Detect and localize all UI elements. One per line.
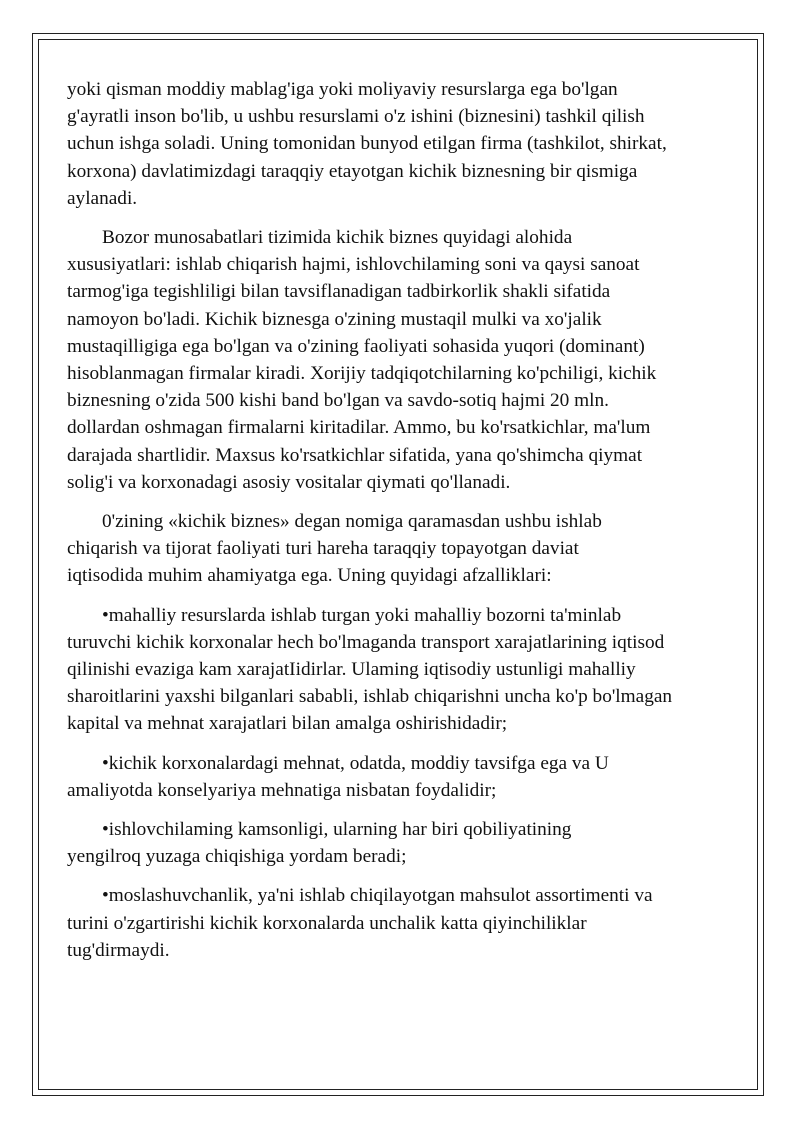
text-line: dollardan oshmagan firmalarni kiritadilar. Ammo, bu ko'rsatkichlar, ma'lum bbox=[67, 417, 651, 439]
text-line: uchun ishga soladi. Uning tomonidan bunyod etilgan firma (tashkilot, shirkat, bbox=[67, 133, 667, 155]
paragraph-2 bbox=[67, 224, 747, 496]
bullet-item-2 bbox=[67, 750, 747, 804]
text-line: iqtisodida muhim ahamiyatga ega. Uning quyidagi afzalliklari: bbox=[67, 565, 552, 587]
text-line: tug'dirmaydi. bbox=[67, 939, 170, 961]
paragraph-1 bbox=[67, 76, 747, 212]
text-line: qilinishi evaziga kam xarajatIidirlar. Ulaming iqtisodiy ustunligi mahalliy bbox=[67, 659, 636, 681]
page-body bbox=[67, 76, 747, 976]
text-line: mustaqilligiga ega bo'lgan va o'zining faoliyati sohasida yuqori (dominant) bbox=[67, 335, 645, 357]
text-line: •ishlovchilaming kamsonligi, ularning har biri qobiliyatining bbox=[102, 819, 572, 841]
bullet-item-1 bbox=[67, 602, 747, 738]
text-line: kapital va mehnat xarajatlari bilan amalga oshirishidadir; bbox=[67, 713, 508, 735]
text-line: g'ayratli inson bo'lib, u ushbu resurslami o'z ishini (biznesini) tashkil qilish bbox=[67, 106, 645, 128]
text-line: turini o'zgartirishi kichik korxonalarda unchalik katta qiyinchiliklar bbox=[67, 912, 587, 934]
bullet-item-3 bbox=[67, 816, 747, 870]
paragraph-3 bbox=[67, 508, 747, 590]
text-line: solig'i va korxonadagi asosiy vositalar qiymati qo'llanadi. bbox=[67, 471, 511, 493]
text-line: xususiyatlari: ishlab chiqarish hajmi, ishlovchilaming soni va qaysi sanoat bbox=[67, 254, 640, 276]
text-line: •kichik korxonalardagi mehnat, odatda, moddiy tavsifga ega va U bbox=[102, 752, 609, 774]
text-line: •moslashuvchanlik, ya'ni ishlab chiqilayotgan mahsulot assortimenti va bbox=[102, 885, 653, 907]
text-line: sharoitlarini yaxshi bilganlari sababli, ishlab chiqarishni uncha ko'p bo'lmagan bbox=[67, 686, 673, 708]
text-line: darajada shartlidir. Maxsus ko'rsatkichlar sifatida, yana qo'shimcha qiymat bbox=[67, 444, 643, 466]
text-line: biznesning o'zida 500 kishi band bo'lgan va savdo-sotiq hajmi 20 mln. bbox=[67, 390, 609, 412]
text-line: turuvchi kichik korxonalar hech bo'lmaganda transport xarajatlarining iqtisod bbox=[67, 631, 665, 653]
text-line: hisoblanmagan firmalar kiradi. Xorijiy tadqiqotchilarning ko'pchiligi, kichik bbox=[67, 363, 657, 385]
text-line: korxona) davlatimizdagi taraqqiy etayotgan kichik biznesning bir qismiga bbox=[67, 160, 638, 182]
text-line: chiqarish va tijorat faoliyati turi hareha taraqqiy topayotgan daviat bbox=[67, 538, 579, 560]
text-line: tarmog'iga tegishliligi bilan tavsiflanadigan tadbirkorlik shakli sifatida bbox=[67, 281, 611, 303]
text-line: Bozor munosabatlari tizimida kichik biznes quyidagi alohida bbox=[102, 227, 573, 249]
text-line: •mahalliy resurslarda ishlab turgan yoki mahalliy bozorni ta'minlab bbox=[102, 604, 622, 626]
text-line: 0'zining «kichik biznes» degan nomiga qaramasdan ushbu ishlab bbox=[102, 511, 602, 533]
text-line: amaliyotda konselyariya mehnatiga nisbatan foydalidir; bbox=[67, 779, 497, 801]
bullet-item-4 bbox=[67, 882, 747, 964]
text-line: yoki qisman moddiy mablag'iga yoki moliyaviy resurslarga ega bo'lgan bbox=[67, 79, 618, 100]
text-line: yengilroq yuzaga chiqishiga yordam beradi; bbox=[67, 846, 407, 868]
text-line: namoyon bo'ladi. Kichik biznesga o'zining mustaqil mulki va xo'jalik bbox=[67, 308, 602, 330]
text-line: aylanadi. bbox=[67, 187, 138, 209]
